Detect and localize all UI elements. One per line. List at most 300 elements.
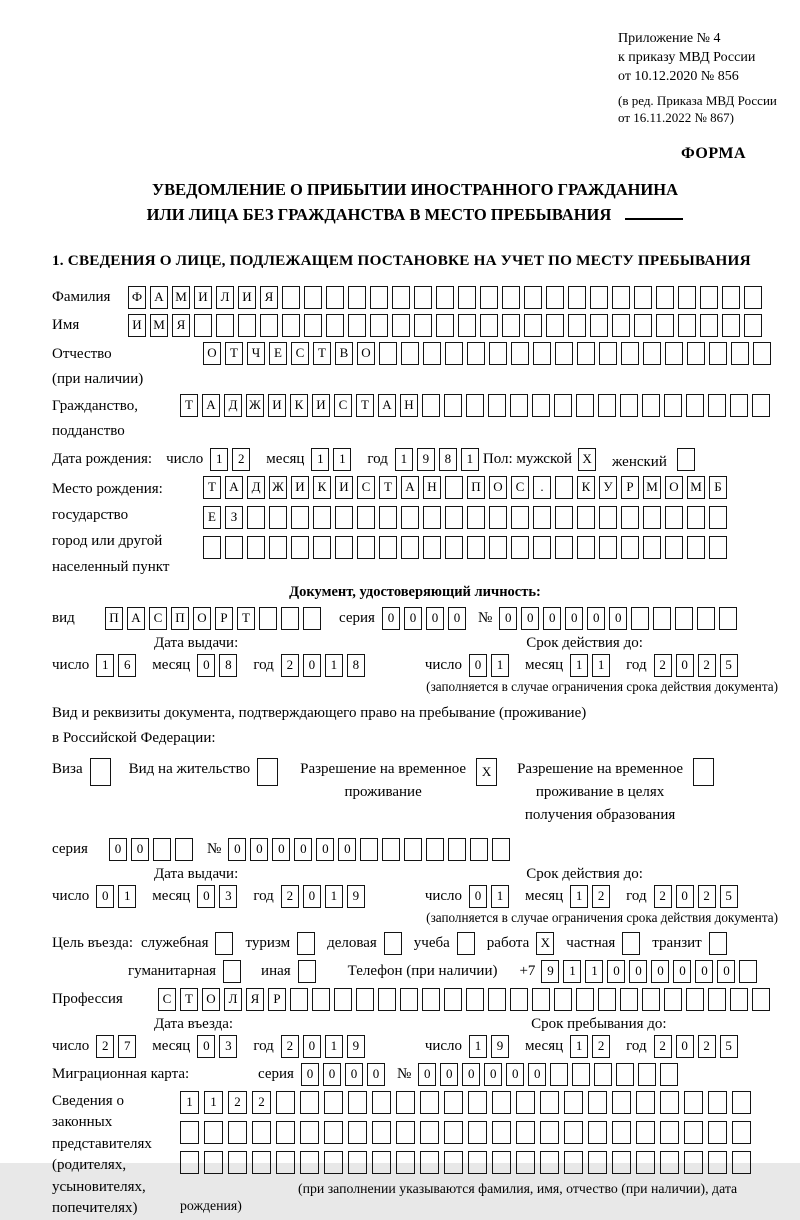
cell[interactable]	[555, 506, 573, 529]
cell[interactable]	[631, 607, 649, 630]
cell[interactable]: 0	[426, 607, 444, 630]
cell[interactable]: 0	[109, 838, 127, 861]
cell[interactable]: 0	[418, 1063, 436, 1086]
cell[interactable]: Я	[260, 286, 278, 309]
cell[interactable]	[533, 342, 551, 365]
cell[interactable]	[568, 286, 586, 309]
cell[interactable]	[379, 536, 397, 559]
cell[interactable]: 3	[219, 1035, 237, 1058]
cell[interactable]: X	[476, 758, 497, 786]
cell[interactable]	[540, 1121, 559, 1144]
cell[interactable]: 0	[607, 960, 625, 983]
cell[interactable]	[414, 286, 432, 309]
cell[interactable]: Б	[709, 476, 727, 499]
cell[interactable]	[687, 506, 705, 529]
cell[interactable]: У	[599, 476, 617, 499]
cell[interactable]	[269, 536, 287, 559]
cell[interactable]	[532, 988, 550, 1011]
cell[interactable]	[708, 394, 726, 417]
cell[interactable]	[175, 838, 193, 861]
cell[interactable]	[204, 1151, 223, 1174]
cell[interactable]: 0	[565, 607, 583, 630]
cell[interactable]: 0	[345, 1063, 363, 1086]
cell[interactable]: 2	[698, 885, 716, 908]
cell[interactable]	[400, 988, 418, 1011]
cell[interactable]: 2	[654, 1035, 672, 1058]
cell[interactable]	[622, 932, 640, 955]
cell[interactable]	[510, 394, 528, 417]
cell[interactable]: П	[467, 476, 485, 499]
cell[interactable]	[693, 758, 714, 786]
cell[interactable]: 0	[323, 1063, 341, 1086]
cell[interactable]	[516, 1121, 535, 1144]
cell[interactable]	[324, 1121, 343, 1144]
cell[interactable]: 2	[654, 885, 672, 908]
cell[interactable]: 0	[228, 838, 246, 861]
cell[interactable]	[599, 342, 617, 365]
cell[interactable]: 0	[506, 1063, 524, 1086]
cell[interactable]	[687, 342, 705, 365]
cell[interactable]	[620, 988, 638, 1011]
cell[interactable]	[643, 536, 661, 559]
cell[interactable]	[414, 314, 432, 337]
cell[interactable]: 9	[491, 1035, 509, 1058]
cell[interactable]: А	[401, 476, 419, 499]
cell[interactable]	[445, 476, 463, 499]
cell[interactable]: 8	[347, 654, 365, 677]
cell[interactable]	[426, 838, 444, 861]
cell[interactable]	[708, 988, 726, 1011]
cell[interactable]: 0	[367, 1063, 385, 1086]
cell[interactable]: Т	[313, 342, 331, 365]
cell[interactable]	[612, 286, 630, 309]
cell[interactable]	[444, 394, 462, 417]
cell[interactable]	[564, 1121, 583, 1144]
cell[interactable]	[722, 286, 740, 309]
cell[interactable]: Т	[237, 607, 255, 630]
cell[interactable]	[259, 607, 277, 630]
cell[interactable]: 0	[676, 1035, 694, 1058]
cell[interactable]	[282, 286, 300, 309]
cell[interactable]	[468, 1091, 487, 1114]
cell[interactable]: С	[511, 476, 529, 499]
cell[interactable]: 0	[448, 607, 466, 630]
cell[interactable]	[334, 988, 352, 1011]
cell[interactable]	[466, 988, 484, 1011]
cell[interactable]: А	[150, 286, 168, 309]
cell[interactable]	[420, 1151, 439, 1174]
cell[interactable]	[297, 932, 315, 955]
cell[interactable]: 0	[673, 960, 691, 983]
cell[interactable]: X	[578, 448, 596, 471]
cell[interactable]	[488, 394, 506, 417]
cell[interactable]	[697, 607, 715, 630]
cell[interactable]	[730, 988, 748, 1011]
cell[interactable]: 5	[720, 885, 738, 908]
cell[interactable]: Ф	[128, 286, 146, 309]
cell[interactable]: Н	[423, 476, 441, 499]
cell[interactable]	[664, 394, 682, 417]
cell[interactable]: 1	[570, 654, 588, 677]
cell[interactable]	[468, 1121, 487, 1144]
cell[interactable]	[550, 1063, 568, 1086]
cell[interactable]: 2	[281, 885, 299, 908]
cell[interactable]: К	[290, 394, 308, 417]
cell[interactable]: 1	[333, 448, 351, 471]
cell[interactable]: Р	[621, 476, 639, 499]
cell[interactable]	[379, 342, 397, 365]
cell[interactable]: Т	[356, 394, 374, 417]
cell[interactable]: 0	[462, 1063, 480, 1086]
cell[interactable]	[599, 536, 617, 559]
cell[interactable]	[656, 286, 674, 309]
cell[interactable]: Л	[224, 988, 242, 1011]
cell[interactable]: 0	[695, 960, 713, 983]
cell[interactable]	[636, 1121, 655, 1144]
cell[interactable]	[634, 286, 652, 309]
cell[interactable]	[709, 342, 727, 365]
cell[interactable]	[684, 1121, 703, 1144]
cell[interactable]	[612, 1151, 631, 1174]
cell[interactable]: Е	[269, 342, 287, 365]
cell[interactable]: 9	[417, 448, 435, 471]
cell[interactable]	[252, 1121, 271, 1144]
cell[interactable]	[423, 536, 441, 559]
cell[interactable]: Е	[203, 506, 221, 529]
cell[interactable]	[276, 1121, 295, 1144]
cell[interactable]: 9	[541, 960, 559, 983]
cell[interactable]	[396, 1121, 415, 1144]
cell[interactable]: В	[335, 342, 353, 365]
cell[interactable]: 1	[491, 654, 509, 677]
cell[interactable]: 2	[698, 1035, 716, 1058]
cell[interactable]	[392, 286, 410, 309]
cell[interactable]: 5	[720, 1035, 738, 1058]
cell[interactable]: 9	[347, 1035, 365, 1058]
cell[interactable]	[444, 1091, 463, 1114]
cell[interactable]	[204, 1121, 223, 1144]
cell[interactable]	[228, 1121, 247, 1144]
cell[interactable]: 0	[676, 654, 694, 677]
cell[interactable]: 0	[404, 607, 422, 630]
cell[interactable]	[616, 1063, 634, 1086]
cell[interactable]: Я	[246, 988, 264, 1011]
cell[interactable]	[684, 1091, 703, 1114]
cell[interactable]	[467, 342, 485, 365]
cell[interactable]	[708, 1121, 727, 1144]
cell[interactable]	[653, 607, 671, 630]
cell[interactable]	[370, 314, 388, 337]
cell[interactable]: Я	[172, 314, 190, 337]
cell[interactable]	[269, 506, 287, 529]
cell[interactable]: 0	[440, 1063, 458, 1086]
cell[interactable]	[554, 988, 572, 1011]
cell[interactable]	[731, 342, 749, 365]
cell[interactable]: 0	[301, 1063, 319, 1086]
cell[interactable]	[533, 536, 551, 559]
cell[interactable]: 0	[499, 607, 517, 630]
cell[interactable]: Л	[216, 286, 234, 309]
cell[interactable]	[444, 988, 462, 1011]
cell[interactable]	[664, 988, 682, 1011]
cell[interactable]	[448, 838, 466, 861]
cell[interactable]	[372, 1091, 391, 1114]
cell[interactable]	[445, 342, 463, 365]
cell[interactable]	[660, 1091, 679, 1114]
cell[interactable]	[492, 1091, 511, 1114]
cell[interactable]	[642, 394, 660, 417]
cell[interactable]: З	[225, 506, 243, 529]
cell[interactable]	[594, 1063, 612, 1086]
cell[interactable]	[312, 988, 330, 1011]
cell[interactable]: М	[172, 286, 190, 309]
cell[interactable]	[420, 1091, 439, 1114]
cell[interactable]: О	[665, 476, 683, 499]
cell[interactable]	[298, 960, 316, 983]
cell[interactable]	[360, 838, 378, 861]
cell[interactable]	[660, 1151, 679, 1174]
cell[interactable]	[467, 506, 485, 529]
cell[interactable]	[540, 1091, 559, 1114]
cell[interactable]: 2	[252, 1091, 271, 1114]
cell[interactable]: 1	[325, 654, 343, 677]
cell[interactable]: 0	[316, 838, 334, 861]
cell[interactable]	[678, 286, 696, 309]
cell[interactable]: 0	[96, 885, 114, 908]
cell[interactable]	[404, 838, 422, 861]
cell[interactable]: 5	[720, 654, 738, 677]
cell[interactable]: 0	[717, 960, 735, 983]
cell[interactable]: 0	[272, 838, 290, 861]
cell[interactable]	[300, 1121, 319, 1144]
cell[interactable]: 1	[118, 885, 136, 908]
cell[interactable]	[546, 314, 564, 337]
cell[interactable]: И	[312, 394, 330, 417]
cell[interactable]	[401, 506, 419, 529]
cell[interactable]	[665, 342, 683, 365]
cell[interactable]	[708, 1151, 727, 1174]
cell[interactable]: 0	[303, 654, 321, 677]
cell[interactable]	[678, 314, 696, 337]
cell[interactable]: Т	[180, 394, 198, 417]
cell[interactable]: О	[489, 476, 507, 499]
cell[interactable]: 0	[294, 838, 312, 861]
cell[interactable]	[732, 1121, 751, 1144]
cell[interactable]	[480, 286, 498, 309]
cell[interactable]	[379, 506, 397, 529]
cell[interactable]	[488, 988, 506, 1011]
cell[interactable]	[420, 1121, 439, 1144]
cell[interactable]: М	[687, 476, 705, 499]
cell[interactable]: Ж	[269, 476, 287, 499]
cell[interactable]	[90, 758, 111, 786]
cell[interactable]	[356, 988, 374, 1011]
cell[interactable]: 1	[592, 654, 610, 677]
cell[interactable]	[300, 1091, 319, 1114]
cell[interactable]: С	[334, 394, 352, 417]
cell[interactable]	[304, 286, 322, 309]
cell[interactable]: М	[150, 314, 168, 337]
cell[interactable]	[396, 1151, 415, 1174]
cell[interactable]	[588, 1121, 607, 1144]
cell[interactable]	[590, 314, 608, 337]
cell[interactable]	[709, 536, 727, 559]
cell[interactable]: С	[291, 342, 309, 365]
cell[interactable]	[533, 506, 551, 529]
cell[interactable]: 1	[585, 960, 603, 983]
cell[interactable]: 0	[197, 885, 215, 908]
cell[interactable]	[348, 314, 366, 337]
cell[interactable]	[401, 536, 419, 559]
cell[interactable]	[532, 394, 550, 417]
cell[interactable]: Д	[247, 476, 265, 499]
cell[interactable]	[357, 536, 375, 559]
cell[interactable]	[590, 286, 608, 309]
cell[interactable]	[719, 607, 737, 630]
cell[interactable]: 1	[461, 448, 479, 471]
cell[interactable]	[665, 506, 683, 529]
cell[interactable]	[576, 988, 594, 1011]
cell[interactable]	[732, 1091, 751, 1114]
cell[interactable]: А	[378, 394, 396, 417]
cell[interactable]: Р	[268, 988, 286, 1011]
cell[interactable]	[313, 506, 331, 529]
cell[interactable]	[612, 1091, 631, 1114]
cell[interactable]: Т	[379, 476, 397, 499]
cell[interactable]: 0	[484, 1063, 502, 1086]
cell[interactable]	[228, 1151, 247, 1174]
cell[interactable]: 1	[395, 448, 413, 471]
cell[interactable]	[300, 1151, 319, 1174]
cell[interactable]	[577, 342, 595, 365]
cell[interactable]	[511, 506, 529, 529]
cell[interactable]	[372, 1121, 391, 1144]
cell[interactable]	[510, 988, 528, 1011]
cell[interactable]	[457, 932, 475, 955]
cell[interactable]: 9	[347, 885, 365, 908]
cell[interactable]: И	[335, 476, 353, 499]
cell[interactable]	[524, 286, 542, 309]
cell[interactable]: А	[225, 476, 243, 499]
cell[interactable]: И	[291, 476, 309, 499]
cell[interactable]	[489, 506, 507, 529]
cell[interactable]	[588, 1151, 607, 1174]
cell[interactable]	[467, 536, 485, 559]
cell[interactable]	[276, 1091, 295, 1114]
cell[interactable]	[739, 960, 757, 983]
cell[interactable]	[445, 536, 463, 559]
cell[interactable]	[326, 314, 344, 337]
cell[interactable]	[422, 988, 440, 1011]
cell[interactable]: 2	[698, 654, 716, 677]
cell[interactable]: Р	[215, 607, 233, 630]
cell[interactable]	[665, 536, 683, 559]
cell[interactable]	[357, 506, 375, 529]
cell[interactable]	[252, 1151, 271, 1174]
cell[interactable]	[215, 932, 233, 955]
cell[interactable]	[686, 988, 704, 1011]
cell[interactable]	[502, 286, 520, 309]
cell[interactable]	[153, 838, 171, 861]
cell[interactable]	[335, 536, 353, 559]
cell[interactable]: И	[128, 314, 146, 337]
cell[interactable]	[686, 394, 704, 417]
cell[interactable]	[502, 314, 520, 337]
cell[interactable]	[555, 342, 573, 365]
cell[interactable]	[489, 342, 507, 365]
cell[interactable]: 1	[204, 1091, 223, 1114]
cell[interactable]: 1	[469, 1035, 487, 1058]
cell[interactable]	[348, 1091, 367, 1114]
cell[interactable]	[216, 314, 234, 337]
cell[interactable]	[634, 314, 652, 337]
cell[interactable]	[636, 1151, 655, 1174]
cell[interactable]	[384, 932, 402, 955]
cell[interactable]: 0	[587, 607, 605, 630]
cell[interactable]	[516, 1091, 535, 1114]
cell[interactable]	[621, 506, 639, 529]
cell[interactable]: О	[193, 607, 211, 630]
cell[interactable]: И	[238, 286, 256, 309]
cell[interactable]	[612, 1121, 631, 1144]
cell[interactable]	[423, 506, 441, 529]
cell[interactable]	[708, 1091, 727, 1114]
cell[interactable]	[516, 1151, 535, 1174]
cell[interactable]	[572, 1063, 590, 1086]
cell[interactable]: 1	[563, 960, 581, 983]
cell[interactable]	[458, 314, 476, 337]
cell[interactable]	[709, 932, 727, 955]
cell[interactable]: 1	[96, 654, 114, 677]
cell[interactable]: 1	[325, 1035, 343, 1058]
cell[interactable]	[326, 286, 344, 309]
cell[interactable]	[290, 988, 308, 1011]
cell[interactable]	[511, 342, 529, 365]
cell[interactable]	[660, 1121, 679, 1144]
cell[interactable]	[588, 1091, 607, 1114]
cell[interactable]: А	[202, 394, 220, 417]
cell[interactable]: О	[202, 988, 220, 1011]
cell[interactable]	[348, 286, 366, 309]
cell[interactable]	[732, 1151, 751, 1174]
cell[interactable]	[291, 506, 309, 529]
cell[interactable]: К	[577, 476, 595, 499]
cell[interactable]: 1	[325, 885, 343, 908]
cell[interactable]	[656, 314, 674, 337]
cell[interactable]	[492, 838, 510, 861]
cell[interactable]: С	[158, 988, 176, 1011]
cell[interactable]	[660, 1063, 678, 1086]
cell[interactable]: Ч	[247, 342, 265, 365]
cell[interactable]	[324, 1151, 343, 1174]
cell[interactable]: А	[127, 607, 145, 630]
cell[interactable]	[612, 314, 630, 337]
cell[interactable]: 0	[528, 1063, 546, 1086]
cell[interactable]: 1	[570, 1035, 588, 1058]
cell[interactable]: 8	[219, 654, 237, 677]
cell[interactable]: О	[357, 342, 375, 365]
cell[interactable]	[335, 506, 353, 529]
cell[interactable]	[643, 506, 661, 529]
cell[interactable]	[492, 1151, 511, 1174]
cell[interactable]	[396, 1091, 415, 1114]
cell[interactable]: Н	[400, 394, 418, 417]
cell[interactable]: П	[171, 607, 189, 630]
cell[interactable]: .	[533, 476, 551, 499]
cell[interactable]: С	[357, 476, 375, 499]
cell[interactable]	[180, 1121, 199, 1144]
cell[interactable]	[313, 536, 331, 559]
